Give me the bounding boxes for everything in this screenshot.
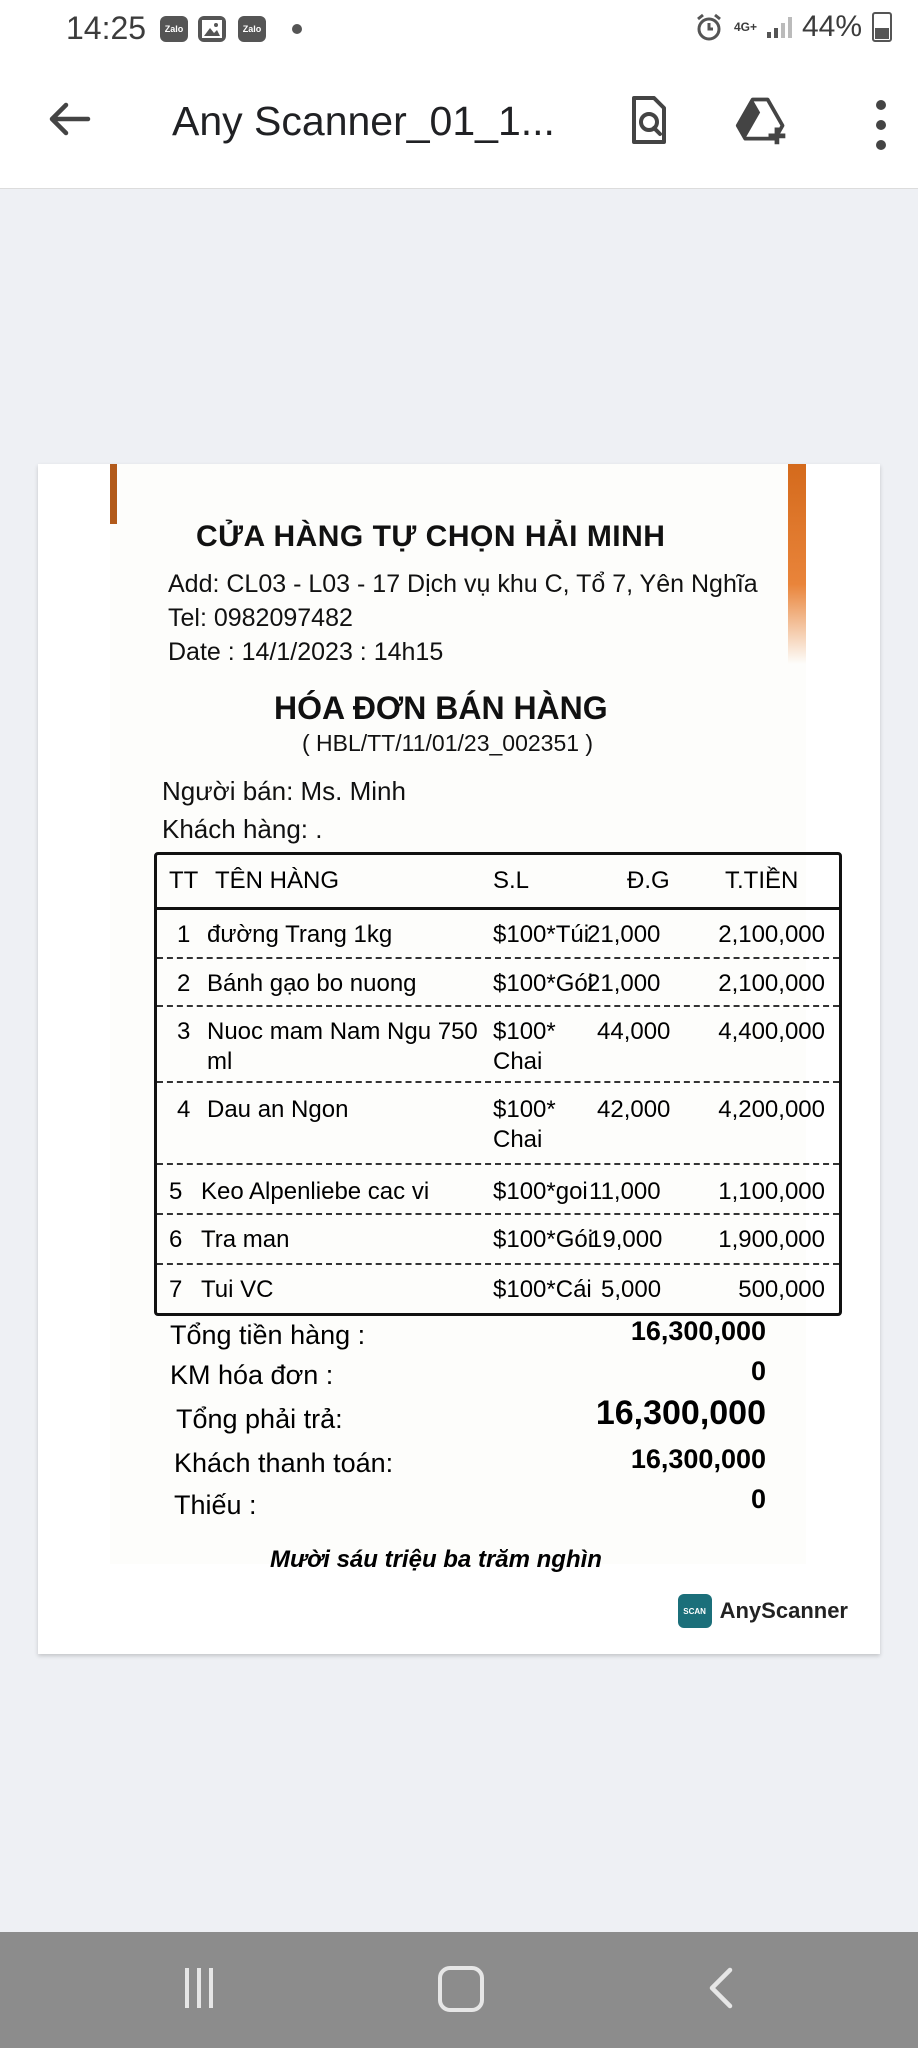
item-price: 19,000	[589, 1226, 663, 1253]
item-qty: $100*goi	[493, 1178, 588, 1205]
table-row	[157, 959, 839, 1007]
item-tt: 1	[177, 921, 191, 948]
app-bar	[0, 60, 918, 189]
navigation-bar	[0, 1932, 918, 2048]
item-total: 4,200,000	[718, 1096, 825, 1123]
item-tt: 3	[177, 1018, 191, 1045]
drive-add-icon[interactable]	[734, 92, 790, 148]
header-total: T.TIỀN	[725, 867, 799, 894]
header-name: TÊN HÀNG	[215, 867, 340, 894]
item-total: 1,100,000	[718, 1178, 825, 1205]
item-qty: $100* Chai	[493, 1096, 556, 1153]
invoice-code: ( HBL/TT/11/01/23_002351 )	[302, 730, 594, 756]
more-vert-icon[interactable]	[876, 100, 888, 150]
item-price: 21,000	[587, 970, 661, 997]
header-tt: TT	[169, 867, 199, 894]
item-total: 500,000	[738, 1276, 825, 1303]
invoice-title: HÓA ĐƠN BÁN HÀNG	[274, 690, 608, 726]
item-name: Keo Alpenliebe cac vi	[201, 1178, 430, 1205]
item-name: Tui VC	[201, 1276, 274, 1303]
subtotal-label: Tổng tiền hàng :	[170, 1320, 366, 1350]
item-name: đường Trang 1kg	[207, 921, 393, 948]
header-price: Đ.G	[627, 867, 670, 894]
item-qty: $100*Gói	[493, 1226, 594, 1253]
table-row	[157, 1007, 839, 1083]
item-price: 11,000	[589, 1178, 661, 1205]
anyscanner-logo-icon: SCAN	[678, 1594, 712, 1628]
nav-back-icon[interactable]	[700, 1966, 740, 2010]
zalo-notification-icon: Zalo	[160, 16, 188, 42]
document-title: Any Scanner_01_1...	[172, 98, 555, 144]
table-row	[157, 1265, 839, 1309]
receipt-image	[110, 464, 825, 1573]
item-total: 2,100,000	[718, 921, 825, 948]
document-page	[38, 464, 880, 1654]
table-row	[157, 910, 839, 959]
item-total: 4,400,000	[718, 1018, 825, 1045]
store-phone: Tel: 0982097482	[168, 604, 353, 632]
recent-apps-icon[interactable]	[185, 1968, 225, 2008]
store-address: Add: CL03 - L03 - 17 Dịch vụ khu C, Tổ 7, Yên Nghĩa	[168, 570, 758, 598]
table-row	[157, 1165, 839, 1215]
store-name: CỬA HÀNG TỰ CHỌN HẢI MINH	[196, 520, 666, 553]
seller: Người bán: Ms. Minh	[162, 776, 406, 806]
item-qty: $100*Túi	[493, 921, 590, 948]
home-icon[interactable]	[438, 1966, 484, 2012]
receipt-edge-left	[110, 464, 117, 524]
receipt-edge-right	[788, 464, 806, 664]
item-price: 42,000	[597, 1096, 671, 1123]
item-qty: $100* Chai	[493, 1018, 556, 1075]
paid-label: Khách thanh toán:	[174, 1448, 394, 1478]
battery-icon	[872, 12, 892, 42]
payable-value: 16,300,000	[595, 1394, 766, 1432]
discount-value: 0	[750, 1356, 766, 1386]
item-tt: 6	[169, 1226, 183, 1253]
item-tt: 2	[177, 970, 191, 997]
payable-label: Tổng phải trả:	[176, 1404, 343, 1434]
customer: Khách hàng: .	[162, 814, 323, 844]
table-row	[157, 1215, 839, 1265]
item-tt: 5	[169, 1178, 183, 1205]
item-name: Nuoc mam Nam Ngu 750 ml	[207, 1018, 478, 1075]
item-tt: 4	[177, 1096, 191, 1123]
item-name: Tra man	[201, 1226, 290, 1253]
paid-value: 16,300,000	[630, 1444, 766, 1474]
network-type: 4G+	[733, 20, 757, 34]
signal-icon	[767, 16, 792, 38]
table-row	[157, 1083, 839, 1165]
status-bar	[0, 0, 918, 60]
owed-value: 0	[750, 1484, 766, 1514]
item-name: Dau an Ngon	[207, 1096, 349, 1123]
anyscanner-watermark	[678, 1594, 848, 1628]
item-price: 5,000	[601, 1276, 662, 1303]
items-table	[154, 852, 842, 1316]
zalo-notification-icon: Zalo	[238, 16, 266, 42]
subtotal-value: 16,300,000	[630, 1316, 766, 1346]
item-price: 21,000	[587, 921, 661, 948]
back-arrow-icon[interactable]	[44, 94, 94, 144]
anyscanner-text: AnyScanner	[719, 1598, 848, 1623]
amount-in-words: Mười sáu triệu ba trăm nghìn	[270, 1546, 602, 1573]
image-notification-icon	[198, 16, 226, 42]
more-notifications-dot	[292, 24, 302, 34]
search-document-icon[interactable]	[620, 92, 676, 148]
owed-label: Thiếu :	[174, 1490, 257, 1520]
item-tt: 7	[169, 1276, 183, 1303]
alarm-icon	[694, 12, 724, 42]
item-qty: $100*Gói	[493, 970, 594, 997]
item-qty: $100*Cái	[493, 1276, 592, 1303]
status-time: 14:25	[66, 10, 147, 46]
item-total: 1,900,000	[718, 1226, 825, 1253]
item-total: 2,100,000	[718, 970, 825, 997]
header-qty: S.L	[493, 867, 530, 894]
receipt-date: Date : 14/1/2023 : 14h15	[168, 638, 444, 666]
battery-percent: 44%	[801, 10, 862, 43]
item-price: 44,000	[597, 1018, 671, 1045]
item-name: Bánh gạo bo nuong	[207, 970, 417, 997]
discount-label: KM hóa đơn :	[170, 1360, 334, 1390]
